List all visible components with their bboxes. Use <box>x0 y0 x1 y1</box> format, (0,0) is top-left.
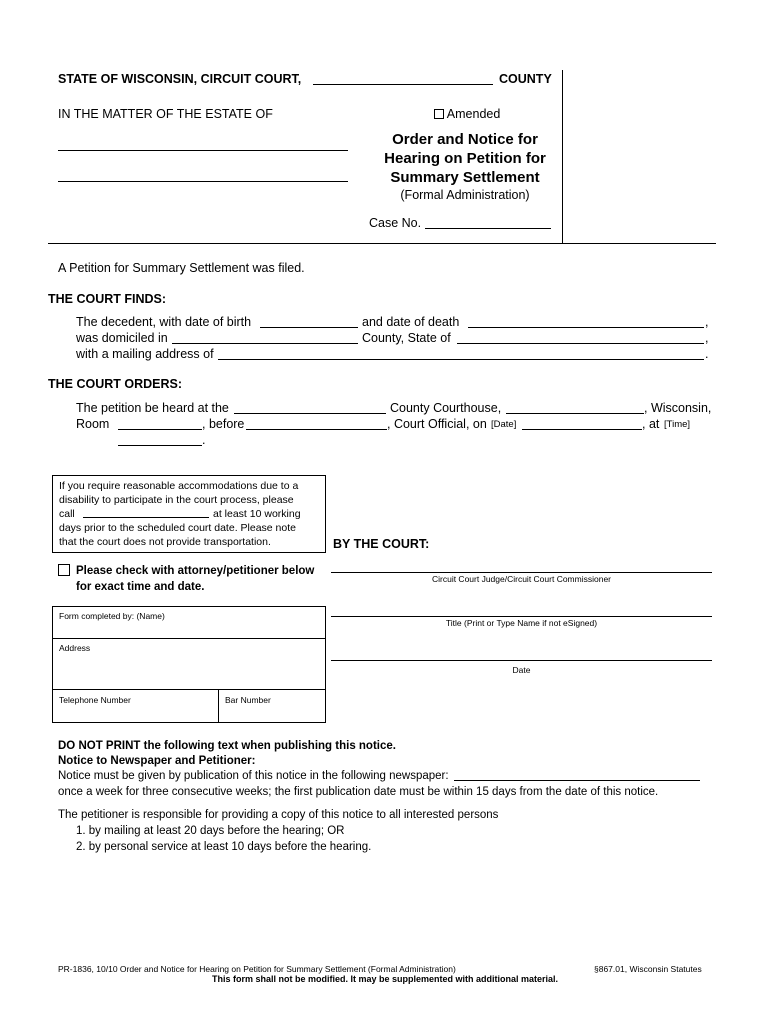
domicile-county-line[interactable] <box>172 343 358 344</box>
notice-item-1: 1. by mailing at least 20 days before the hearing; OR <box>76 825 345 837</box>
state-line[interactable] <box>457 343 704 344</box>
accommodation-line-2: disability to participate in the court process, please <box>59 494 294 506</box>
phone-bar-divider <box>218 689 219 722</box>
form-title <box>365 130 565 202</box>
signature-date-line[interactable] <box>331 660 712 661</box>
judge-signature-label: Circuit Court Judge/Circuit Court Commissioner <box>431 574 612 584</box>
domiciled-label: was domiciled in <box>76 331 168 345</box>
judge-signature-line[interactable] <box>331 572 712 573</box>
address-divider <box>53 689 325 690</box>
signature-date-label: Date <box>512 665 531 675</box>
address-label: Address <box>59 643 91 653</box>
notice-item-2: 2. by personal service at least 10 days before the hearing. <box>76 841 372 853</box>
footer-statute: §867.01, Wisconsin Statutes <box>594 964 702 974</box>
form-completed-box <box>52 606 326 723</box>
by-the-court-label: BY THE COURT: <box>333 537 430 551</box>
footer-not-modified: This form shall not be modified. It may be supplemented with additional material. <box>211 974 559 984</box>
attorney-check-line-1: Please check with attorney/petitioner below <box>76 565 315 577</box>
title-line-2: Hearing on Petition for <box>384 150 546 167</box>
petition-filed-text: A Petition for Summary Settlement was filed. <box>58 261 305 275</box>
decedent-dob-label: The decedent, with date of birth <box>76 315 252 329</box>
petition-heard-label: The petition be heard at the <box>76 401 229 415</box>
at-label: , at <box>642 417 660 431</box>
attorney-check-text <box>76 563 314 595</box>
accommodation-call-label: call <box>59 508 75 520</box>
title-signature-label: Title (Print or Type Name if not eSigned) <box>445 618 598 628</box>
accommodation-working-label: at least 10 working <box>213 508 301 520</box>
title-signature-line[interactable] <box>331 616 712 617</box>
case-no-line[interactable] <box>425 228 551 229</box>
date-of-birth-line[interactable] <box>260 327 358 328</box>
before-label: , before <box>202 417 245 431</box>
room-line[interactable] <box>118 429 202 430</box>
do-not-print-text: DO NOT PRINT the following text when publishing this notice. <box>58 740 396 752</box>
mailing-address-line[interactable] <box>218 359 704 360</box>
courthouse-city-line[interactable] <box>506 413 644 414</box>
accommodation-line-1: If you require reasonable accommodations due to a <box>59 480 299 492</box>
bar-number-label: Bar Number <box>225 695 271 705</box>
notice-line-1: Notice must be given by publication of this notice in the following newspaper: <box>58 770 449 782</box>
petitioner-responsible-text: The petitioner is responsible for providing a copy of this notice to all interested persons <box>58 809 499 821</box>
notice-line-2: once a week for three consecutive weeks; the first publication date must be within 15 days from the date of this notice. <box>58 786 659 798</box>
wisconsin-label: , Wisconsin, <box>644 401 712 415</box>
title-line-1: Order and Notice for <box>392 131 538 148</box>
period-1: . <box>705 347 709 361</box>
state-court-label: STATE OF WISCONSIN, CIRCUIT COURT, <box>58 72 302 86</box>
court-official-label: , Court Official, on <box>387 417 487 431</box>
completed-by-name-label: Form completed by: (Name) <box>59 611 165 621</box>
courthouse-county-line[interactable] <box>234 413 386 414</box>
amended-option[interactable] <box>434 107 500 121</box>
estate-of-label: IN THE MATTER OF THE ESTATE OF <box>58 107 273 121</box>
attorney-check-option[interactable] <box>58 563 70 577</box>
court-orders-heading: THE COURT ORDERS: <box>48 377 183 391</box>
accommodation-phone-line[interactable] <box>83 517 209 518</box>
attorney-checkbox[interactable] <box>58 564 70 576</box>
estate-name-line-2[interactable] <box>58 181 348 182</box>
title-line-3: Summary Settlement <box>390 169 540 186</box>
county-state-label: County, State of <box>362 331 451 345</box>
case-no-label: Case No. <box>369 216 422 230</box>
court-official-line[interactable] <box>246 429 387 430</box>
date-of-death-line[interactable] <box>468 327 704 328</box>
amended-label: Amended <box>446 107 501 121</box>
telephone-label: Telephone Number <box>59 695 131 705</box>
notice-heading: Notice to Newspaper and Petitioner: <box>58 755 256 767</box>
county-label: COUNTY <box>499 72 552 86</box>
court-finds-heading: THE COURT FINDS: <box>48 292 167 306</box>
form-subtitle: (Formal Administration) <box>400 188 530 202</box>
header-rule <box>48 243 716 244</box>
period-2: . <box>202 433 206 447</box>
estate-name-line-1[interactable] <box>58 150 348 151</box>
amended-checkbox[interactable] <box>434 109 444 119</box>
hearing-date-line[interactable] <box>522 429 642 430</box>
accommodation-notice-box <box>52 475 326 553</box>
hearing-time-line[interactable] <box>118 445 202 446</box>
date-tag: [Date] <box>491 419 517 430</box>
date-of-death-label: and date of death <box>362 315 460 329</box>
newspaper-line[interactable] <box>454 780 700 781</box>
comma-1: , <box>705 315 709 329</box>
name-divider <box>53 638 325 639</box>
county-courthouse-label: County Courthouse, <box>390 401 502 415</box>
comma-2: , <box>705 331 709 345</box>
accommodation-line-5: that the court does not provide transportation. <box>59 536 271 548</box>
time-tag: [Time] <box>664 419 691 430</box>
county-name-line[interactable] <box>313 84 493 85</box>
mailing-address-label: with a mailing address of <box>76 347 214 361</box>
attorney-check-line-2: for exact time and date. <box>76 581 205 593</box>
footer-form-id: PR-1836, 10/10 Order and Notice for Hearing on Petition for Summary Settlement (Formal Administration) <box>58 964 456 974</box>
room-label: Room <box>76 417 110 431</box>
accommodation-line-4: days prior to the scheduled court date. Please note <box>59 522 296 534</box>
